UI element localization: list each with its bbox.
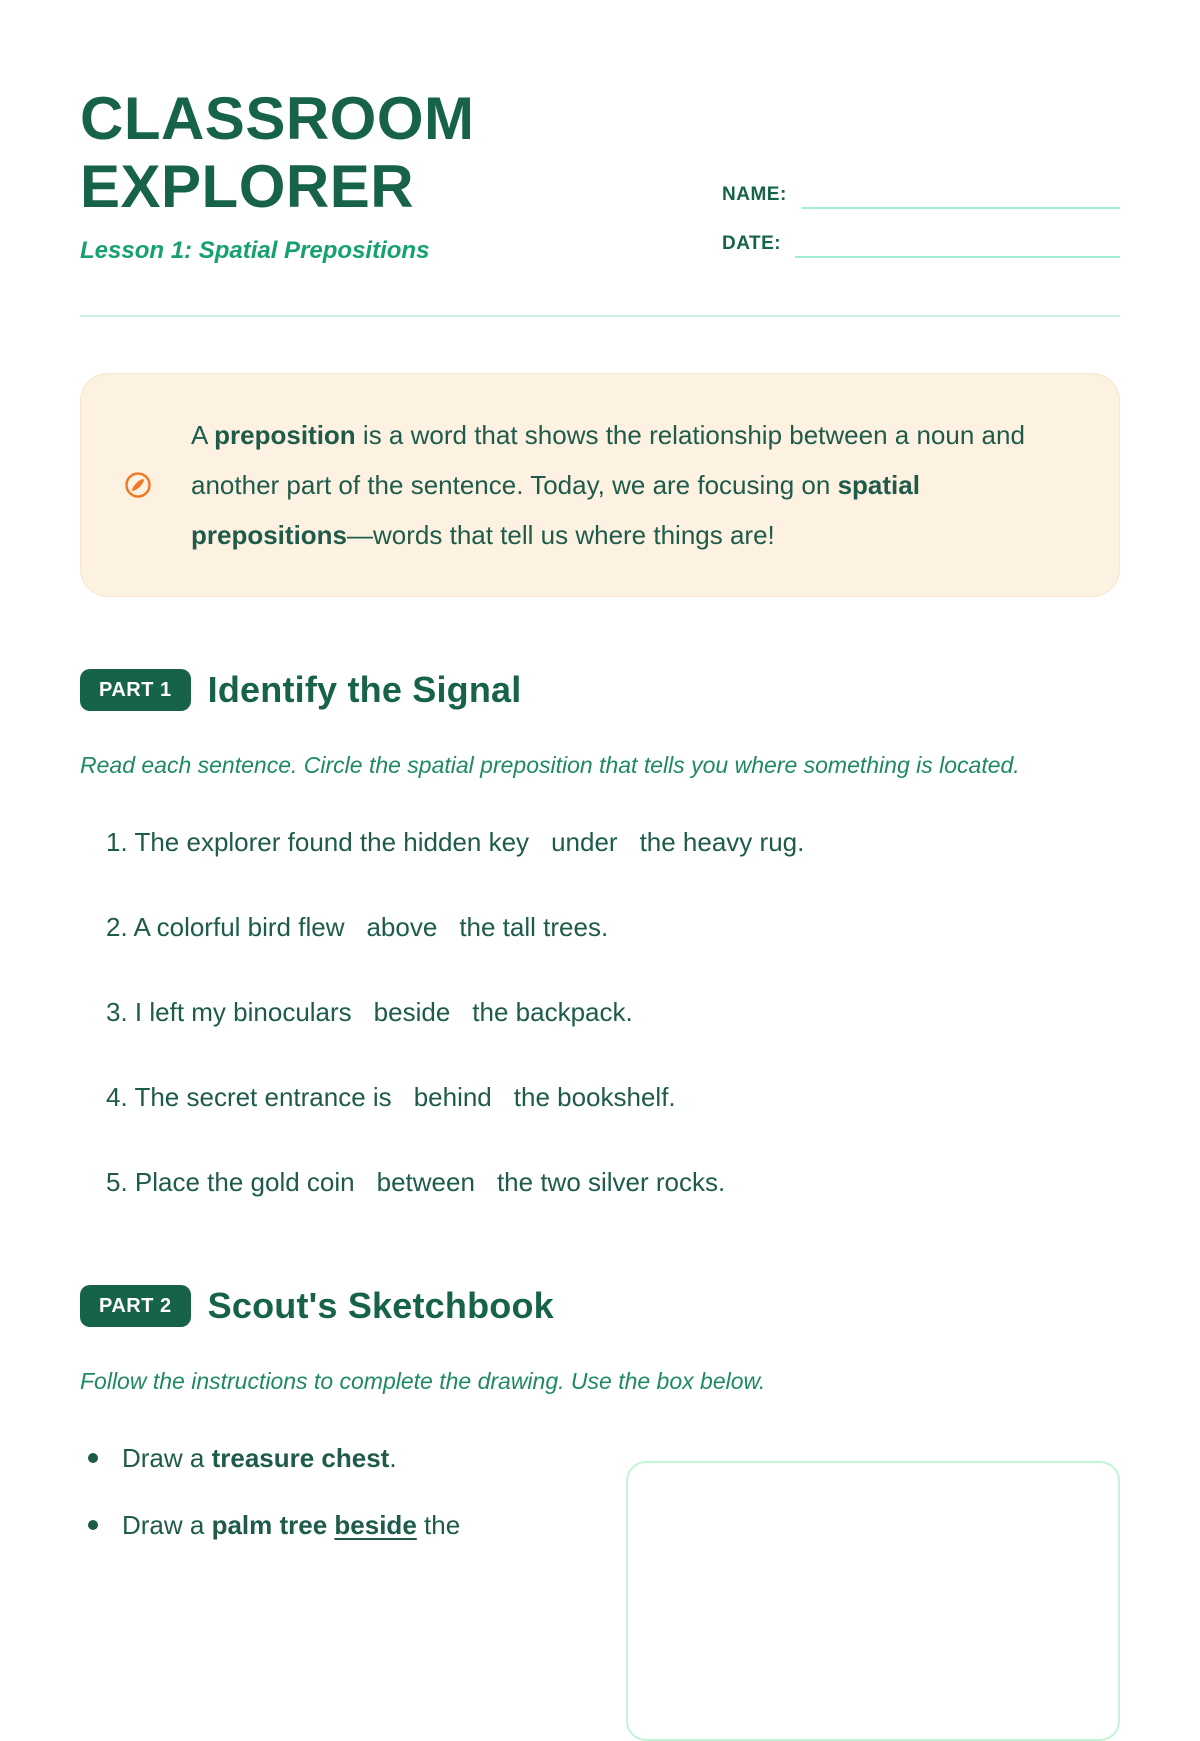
lesson-subtitle: Lesson 1: Spatial Prepositions [80,237,430,264]
date-blank-line[interactable] [795,232,1120,258]
sentence-post: the two silver rocks. [496,1167,726,1197]
part1-badge: PART 1 [80,669,191,711]
preposition-target[interactable]: between [376,1167,475,1197]
drawing-box[interactable] [626,1461,1120,1741]
definition-term-spatial-prepositions: spatial prepositions [191,470,920,550]
sentence-item-5 [106,1167,1120,1197]
name-label: NAME: [722,184,787,205]
definition-term-preposition: preposition [214,420,356,450]
compass-icon [123,470,153,500]
sentence-item-1 [106,827,1120,857]
definition-seg3: is a word that shows the relationship between a noun and another part of the sentence. Today, we are focusing on [191,420,1025,500]
definition-seg5: —words that tell us where things are! [347,520,775,550]
bullet-bold: treasure chest [211,1443,390,1473]
sentence-number: 1. [106,827,128,857]
preposition-target[interactable]: under [551,827,618,857]
sentence-pre: The secret entrance is [134,1082,392,1112]
sentence-post: the backpack. [472,997,633,1027]
definition-text [191,410,1043,560]
part1-instructions: Read each sentence. Circle the spatial preposition that tells you where something is located. [80,752,1020,778]
part2-instructions: Follow the instructions to complete the drawing. Use the box below. [80,1368,766,1394]
sentence-number: 4. [106,1082,128,1112]
sentence-number: 5. [106,1167,128,1197]
bullet-post: the [416,1510,461,1540]
name-date-fields [722,183,1120,281]
header [80,85,1120,281]
bullet-pre: Draw a [122,1510,212,1540]
date-label: DATE: [722,233,782,254]
sentence-number: 3. [106,997,128,1027]
page-title [80,85,680,221]
bullet-underlined: beside [334,1510,417,1540]
part2-badge: PART 2 [80,1285,191,1327]
sentence-item-4 [106,1082,1120,1112]
sentence-post: the heavy rug. [639,827,805,857]
drawing-instruction-1 [80,1441,600,1475]
sentence-number: 2. [106,912,128,942]
bullet-pre: Draw a [122,1443,212,1473]
part2-title: Scout's Sketchbook [207,1285,554,1326]
page-title-line1: CLASSROOM [80,85,475,152]
sketchbook-section [80,1441,1120,1741]
definition-callout [80,373,1120,597]
part1-title: Identify the Signal [207,669,522,710]
sentence-item-3 [106,997,1120,1027]
definition-seg1: A [191,420,215,450]
sentence-item-2 [106,912,1120,942]
sentence-pre: A colorful bird flew [133,912,345,942]
name-field-row [722,183,1120,209]
header-left [80,85,680,281]
part1-heading [80,669,1120,711]
header-divider [80,315,1120,317]
part2-heading [80,1285,1120,1327]
page-title-line2: EXPLORER [80,153,415,220]
date-field-row [722,232,1120,258]
preposition-target[interactable]: above [366,912,438,942]
sentence-pre: I left my binoculars [134,997,352,1027]
bullet-bold: palm tree [211,1510,335,1540]
sentence-list [80,827,1120,1197]
sentence-pre: The explorer found the hidden key [134,827,530,857]
bullet-post: . [389,1443,397,1473]
drawing-instruction-2 [80,1508,600,1542]
preposition-target[interactable]: beside [373,997,451,1027]
name-blank-line[interactable] [801,183,1120,209]
sentence-pre: Place the gold coin [134,1167,355,1197]
sentence-post: the tall trees. [459,912,609,942]
drawing-instruction-list [80,1441,600,1741]
sentence-post: the bookshelf. [513,1082,676,1112]
preposition-target[interactable]: behind [413,1082,492,1112]
